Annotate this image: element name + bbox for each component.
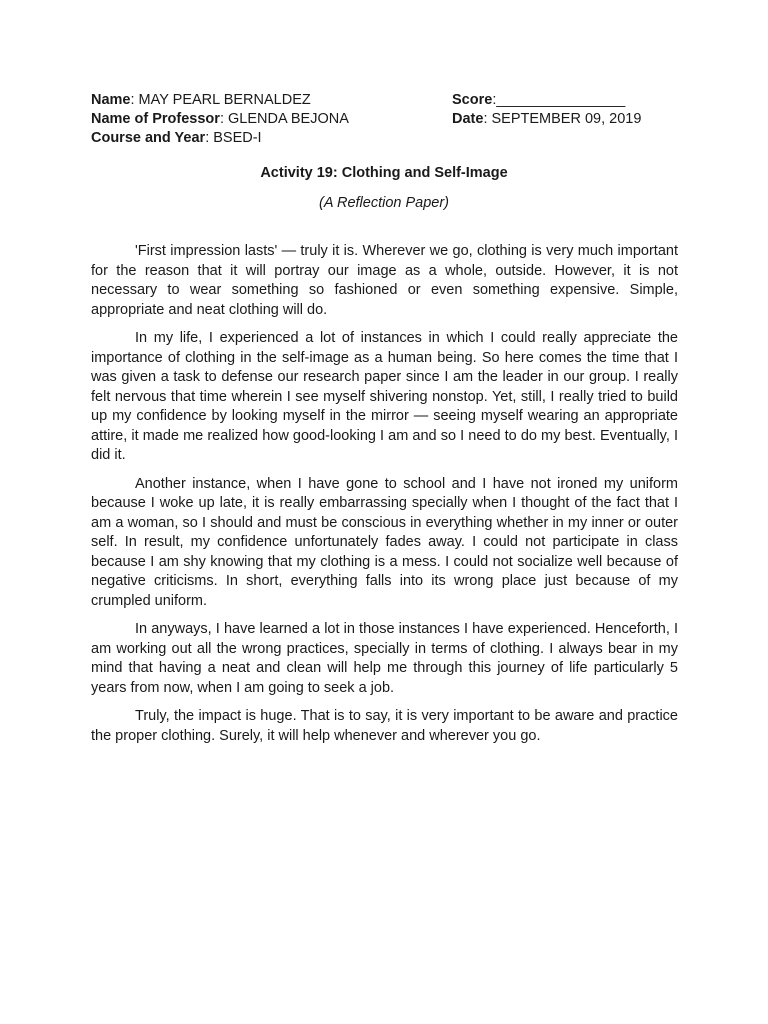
- name-value: : MAY PEARL BERNALDEZ: [130, 92, 311, 108]
- score: [452, 91, 681, 110]
- course-value: : BSED-I: [205, 130, 262, 146]
- professor-name: [91, 110, 452, 129]
- date-label: Date: [452, 111, 484, 127]
- paragraph: Truly, the impact is huge. That is to say, it is very important to be aware and practice the proper clothing. Surely, it will help whenever and wherever you go.: [91, 708, 678, 744]
- paragraph: In anyways, I have learned a lot in those instances I have experienced. Henceforth, I am working out all the wrong practices, specially in terms of clothing. I always bear in my mind that having a neat and clean will help me through this journey of life particularly 5 years from now, when I am going to seek a job.: [91, 621, 678, 696]
- student-name: [91, 91, 452, 110]
- document-subtitle: (A Reflection Paper): [318, 195, 450, 211]
- paragraph: In my life, I experienced a lot of instances in which I could really appreciate the importance of clothing in the self-image as a human being. So here comes the time that I was given a task to defense our research paper since I am the leader in our group. I really felt nervous that time wherein I see myself shivering nonstop. Yet, still, I really tried to build up my confidence by looking myself in the mirror — seeing myself wearing an appropriate attire, it made me realized how good-looking I am and so I need to do my best. Eventually, I did it.: [91, 330, 678, 463]
- professor-value: : GLENDA BEJONA: [219, 111, 349, 127]
- header-row-3: [91, 129, 681, 148]
- header-row-2: [91, 110, 681, 129]
- professor-label: Name of Professor: [91, 111, 220, 127]
- date: [452, 110, 681, 129]
- document-title: Activity 19: Clothing and Self-Image: [260, 165, 508, 181]
- document-header: [91, 91, 681, 148]
- reflection-body: [91, 242, 678, 755]
- score-value: :________________: [492, 92, 626, 108]
- date-value: : SEPTEMBER 09, 2019: [483, 111, 642, 127]
- header-row-1: [91, 91, 681, 110]
- paragraph: 'First impression lasts' — truly it is. Wherever we go, clothing is very much important for the reason that it will portray our image as a whole, outside. However, it is not necessary to wear something so fashioned or even something expensive. Simple, appropriate and neat clothing will do.: [91, 243, 678, 318]
- course-year: [91, 129, 452, 148]
- paragraph: Another instance, when I have gone to school and I have not ironed my uniform because I woke up late, it is really embarrassing specially when I thought of the fact that I am a woman, so I should and must be conscious in everything whether in my inner or outer self. In result, my confidence unfortunately fades away. I could not participate in class because I am shy knowing that my clothing is a mess. I could not socialize well because of negative criticisms. In short, everything falls into its wrong place just because of my crumpled uniform.: [91, 475, 678, 609]
- score-label: Score: [452, 92, 493, 108]
- name-label: Name: [91, 92, 131, 108]
- course-label: Course and Year: [91, 130, 206, 146]
